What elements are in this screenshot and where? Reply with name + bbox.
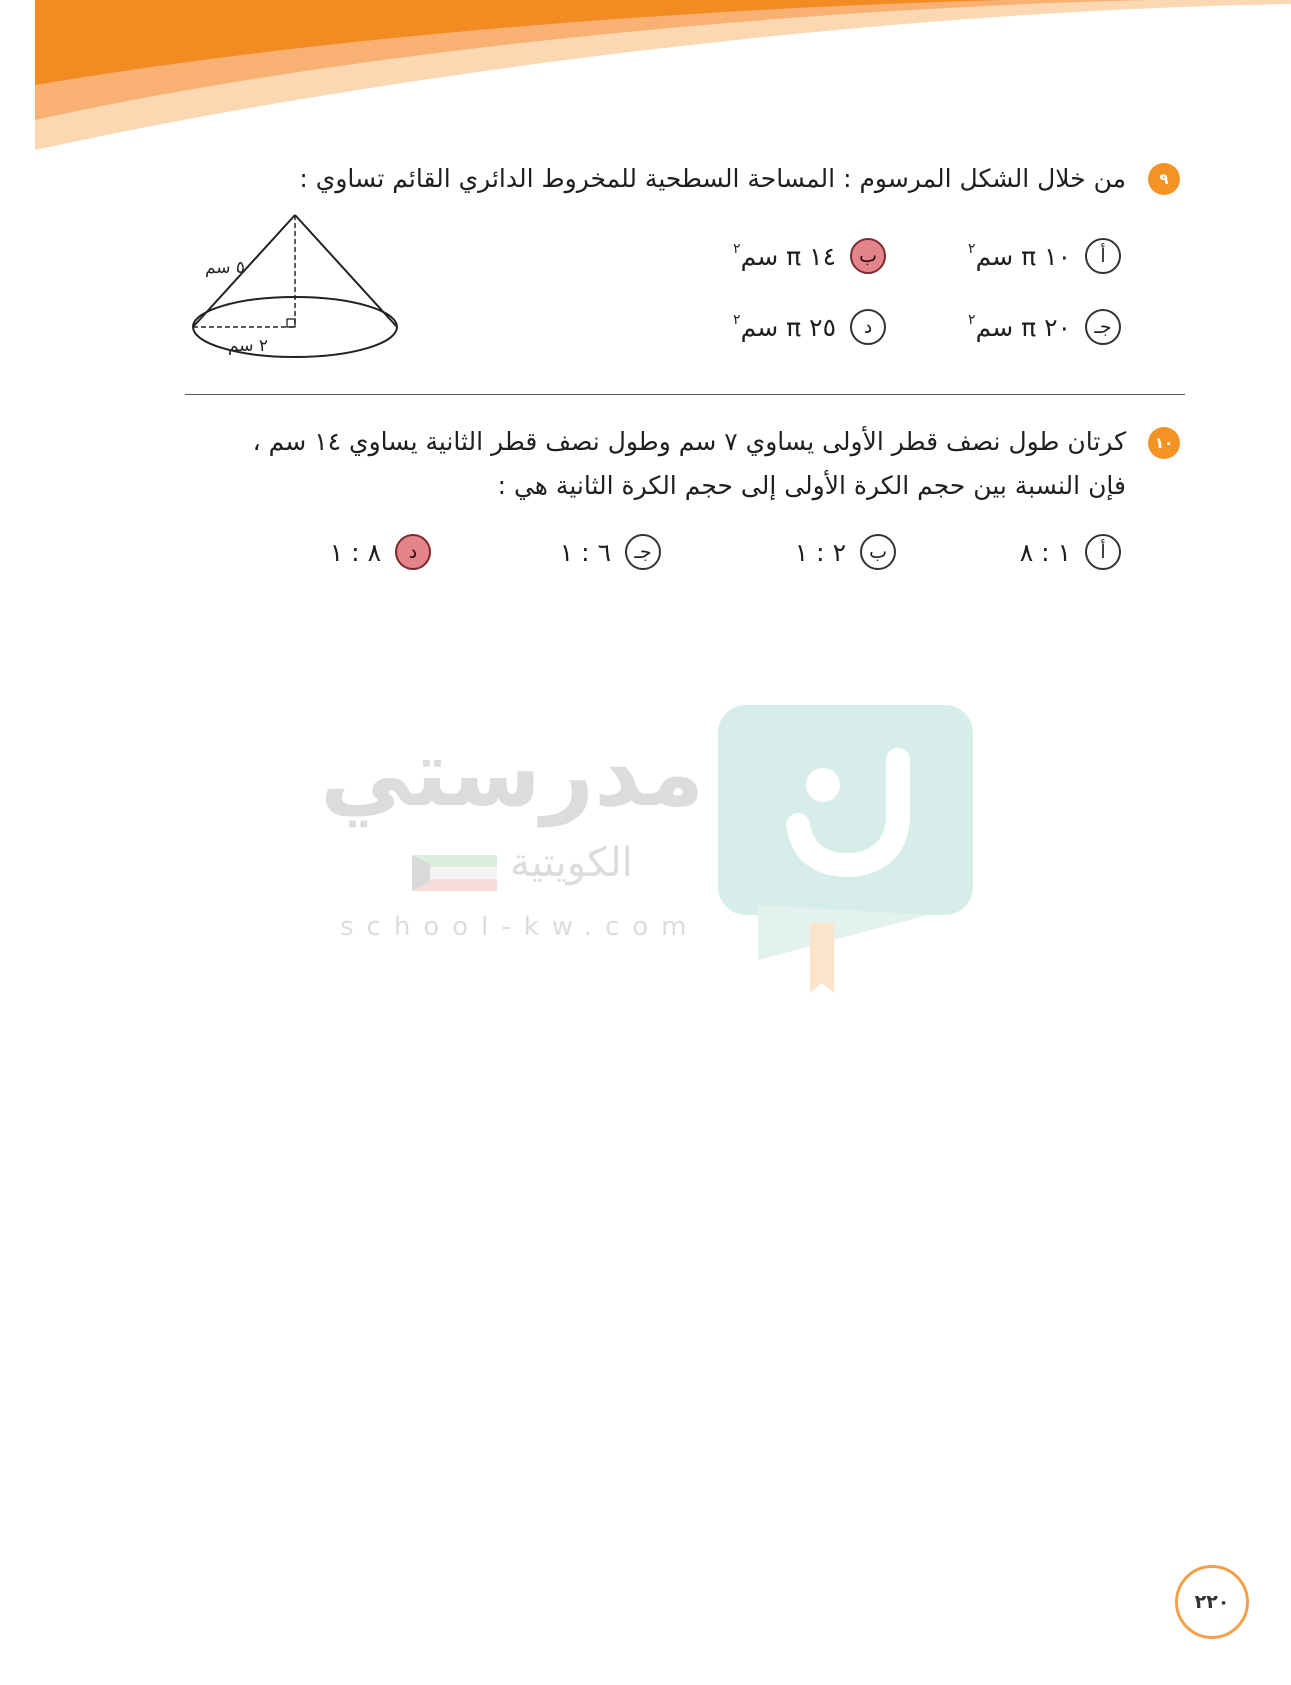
question-10-line-2: فإن النسبة بين حجم الكرة الأولى إلى حجم الكرة الثانية هي : [497, 471, 1126, 500]
q9-option-b[interactable] [733, 236, 886, 276]
page-number: ٢٢٠ [1175, 1565, 1249, 1639]
q9-option-a[interactable] [968, 236, 1121, 276]
watermark-name: مدرستي [320, 720, 705, 827]
watermark-logo [718, 705, 978, 995]
q10-option-d-letter: د [395, 534, 431, 570]
q9-option-a-value: ١٠ π سم [975, 242, 1071, 271]
q9-option-b-value: ١٤ π سم [740, 242, 836, 271]
q9-option-c-letter: جـ [1085, 309, 1121, 345]
q9-option-d[interactable] [733, 307, 886, 347]
q9-option-d-value: ٢٥ π سم [740, 313, 836, 342]
cone-slant-label: ٥ سم [204, 258, 246, 278]
kuwait-flag-icon [412, 855, 497, 891]
q10-option-c-letter: جـ [625, 534, 661, 570]
q10-option-a[interactable] [1020, 532, 1121, 572]
question-10-number: ١٠ [1148, 427, 1180, 459]
question-10-line-1: كرتان طول نصف قطر الأولى يساوي ٧ سم وطول نصف قطر الثانية يساوي ١٤ سم ، [252, 427, 1126, 456]
q9-option-c-exp: ٢ [968, 312, 976, 328]
q10-option-d-value: ٨ : ١ [329, 537, 381, 567]
q10-option-b-value: ٢ : ١ [794, 537, 846, 567]
q9-option-c[interactable] [968, 307, 1121, 347]
question-9-number: ٩ [1148, 163, 1180, 195]
q9-option-b-exp: ٢ [733, 241, 741, 257]
section-divider [185, 394, 1185, 395]
q9-option-d-letter: د [850, 309, 886, 345]
header-banner [0, 0, 1291, 160]
q10-option-c-value: ٦ : ١ [559, 537, 611, 567]
q9-option-a-letter: أ [1085, 238, 1121, 274]
watermark-sub: الكويتية [510, 840, 633, 886]
watermark-url: school-kw.com [340, 912, 700, 942]
cone-figure [180, 205, 420, 365]
q9-option-b-letter: ب [850, 238, 886, 274]
q10-option-b[interactable] [795, 532, 896, 572]
q9-option-a-exp: ٢ [968, 241, 976, 257]
q9-option-c-value: ٢٠ π سم [975, 313, 1071, 342]
q10-option-c[interactable] [560, 532, 661, 572]
q10-option-d[interactable] [330, 532, 431, 572]
cone-radius-label: ٢ سم [227, 336, 269, 356]
q9-option-d-exp: ٢ [733, 312, 741, 328]
q10-option-a-value: ١ : ٨ [1019, 537, 1071, 567]
q10-option-b-letter: ب [860, 534, 896, 570]
q10-option-a-letter: أ [1085, 534, 1121, 570]
question-9-text: من خلال الشكل المرسوم : المساحة السطحية للمخروط الدائري القائم تساوي : [299, 164, 1126, 193]
